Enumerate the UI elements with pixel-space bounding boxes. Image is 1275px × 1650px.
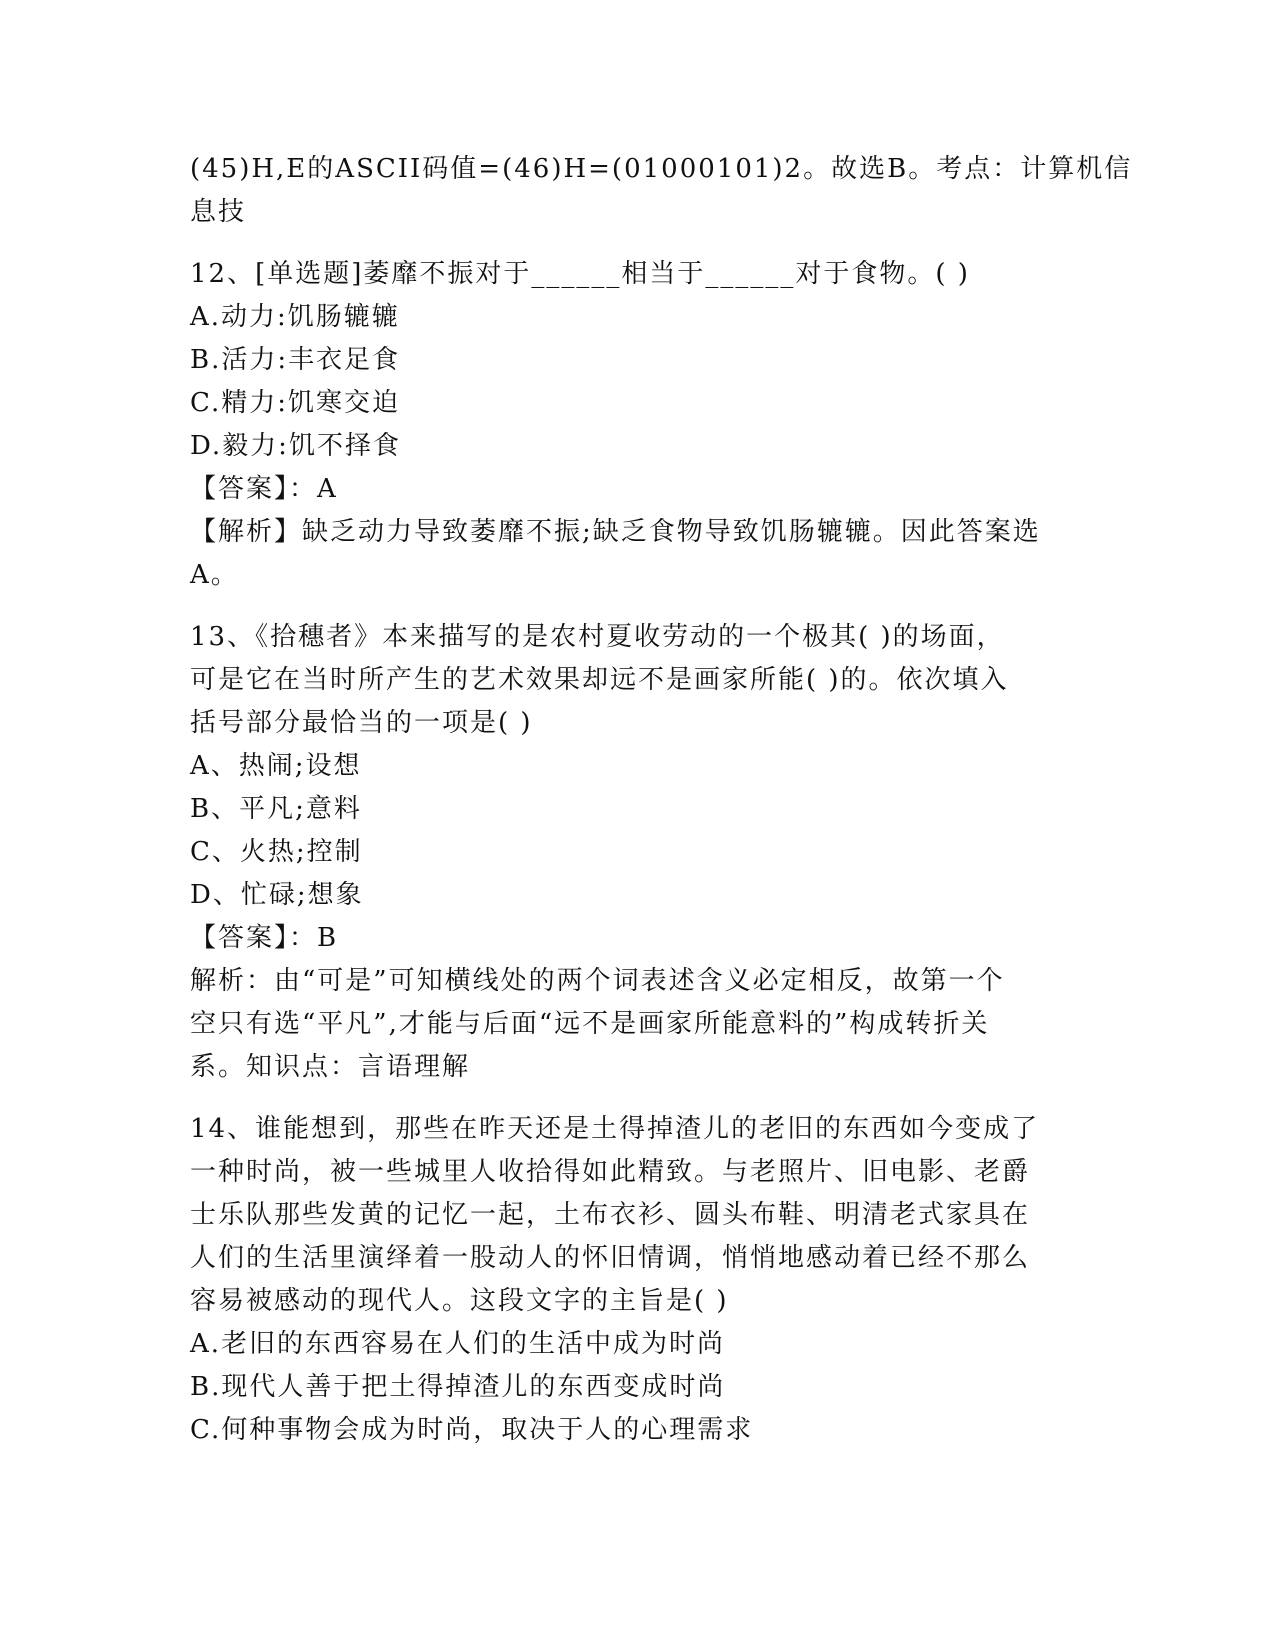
answer-line: 【答案】：A <box>190 474 338 504</box>
option-d: D.毅力:饥不择食 <box>190 431 401 461</box>
explanation-line: 解析：由“可是”可知横线处的两个词表述含义必定相反，故第一个 <box>190 966 1005 996</box>
option-a: A.老旧的东西容易在人们的生活中成为时尚 <box>190 1329 726 1359</box>
option-a: A、热闹;设想 <box>190 751 362 781</box>
explanation-line: 空只有选“平凡”,才能与后面“远不是画家所能意料的”构成转折关 <box>190 1009 990 1039</box>
question-stem: 士乐队那些发黄的记忆一起，土布衣衫、圆头布鞋、明清老式家具在 <box>190 1200 1031 1230</box>
option-a: A.动力:饥肠辘辘 <box>190 302 400 332</box>
option-d: D、忙碌;想象 <box>190 880 364 910</box>
question-13 <box>190 616 1090 1089</box>
option-b: B.现代人善于把土得掉渣儿的东西变成时尚 <box>190 1372 726 1402</box>
option-c: C、火热;控制 <box>190 837 363 867</box>
question-stem: 可是它在当时所产生的艺术效果却远不是画家所能( )的。依次填入 <box>190 665 1009 695</box>
explanation-line: 【解析】缺乏动力导致萎靡不振;缺乏食物导致饥肠辘辘。因此答案选 <box>190 517 1041 547</box>
option-b: B、平凡;意料 <box>190 794 362 824</box>
answer-fragment-11 <box>190 148 1133 234</box>
option-b: B.活力:丰衣足食 <box>190 345 401 375</box>
question-stem: 14、谁能想到，那些在昨天还是土得掉渣儿的老旧的东西如今变成了 <box>190 1114 1040 1144</box>
explanation-line: A。 <box>190 560 239 590</box>
text-line: (45)H,E的ASCII码值=(46)H=(01000101)2。故选B。考点：计算机信 <box>190 154 1133 184</box>
question-stem: 括号部分最恰当的一项是( ) <box>190 708 533 738</box>
explanation-line: 系。知识点：言语理解 <box>190 1052 471 1082</box>
question-stem: 12、[单选题]萎靡不振对于______相当于______对于食物。( ) <box>190 259 970 289</box>
question-stem: 一种时尚，被一些城里人收拾得如此精致。与老照片、旧电影、老爵 <box>190 1157 1031 1187</box>
answer-line: 【答案】：B <box>190 923 339 953</box>
question-12 <box>190 253 1090 597</box>
question-stem: 13、《拾穗者》本来描写的是农村夏收劳动的一个极其( )的场面， <box>190 622 1005 652</box>
question-14 <box>190 1108 1090 1452</box>
question-stem: 人们的生活里演绎着一股动人的怀旧情调，悄悄地感动着已经不那么 <box>190 1243 1031 1273</box>
document-page <box>190 148 1133 1471</box>
question-stem: 容易被感动的现代人。这段文字的主旨是( ) <box>190 1286 729 1316</box>
option-c: C.何种事物会成为时尚，取决于人的心理需求 <box>190 1415 754 1445</box>
option-c: C.精力:饥寒交迫 <box>190 388 400 418</box>
text-line: 息技 <box>190 197 247 227</box>
